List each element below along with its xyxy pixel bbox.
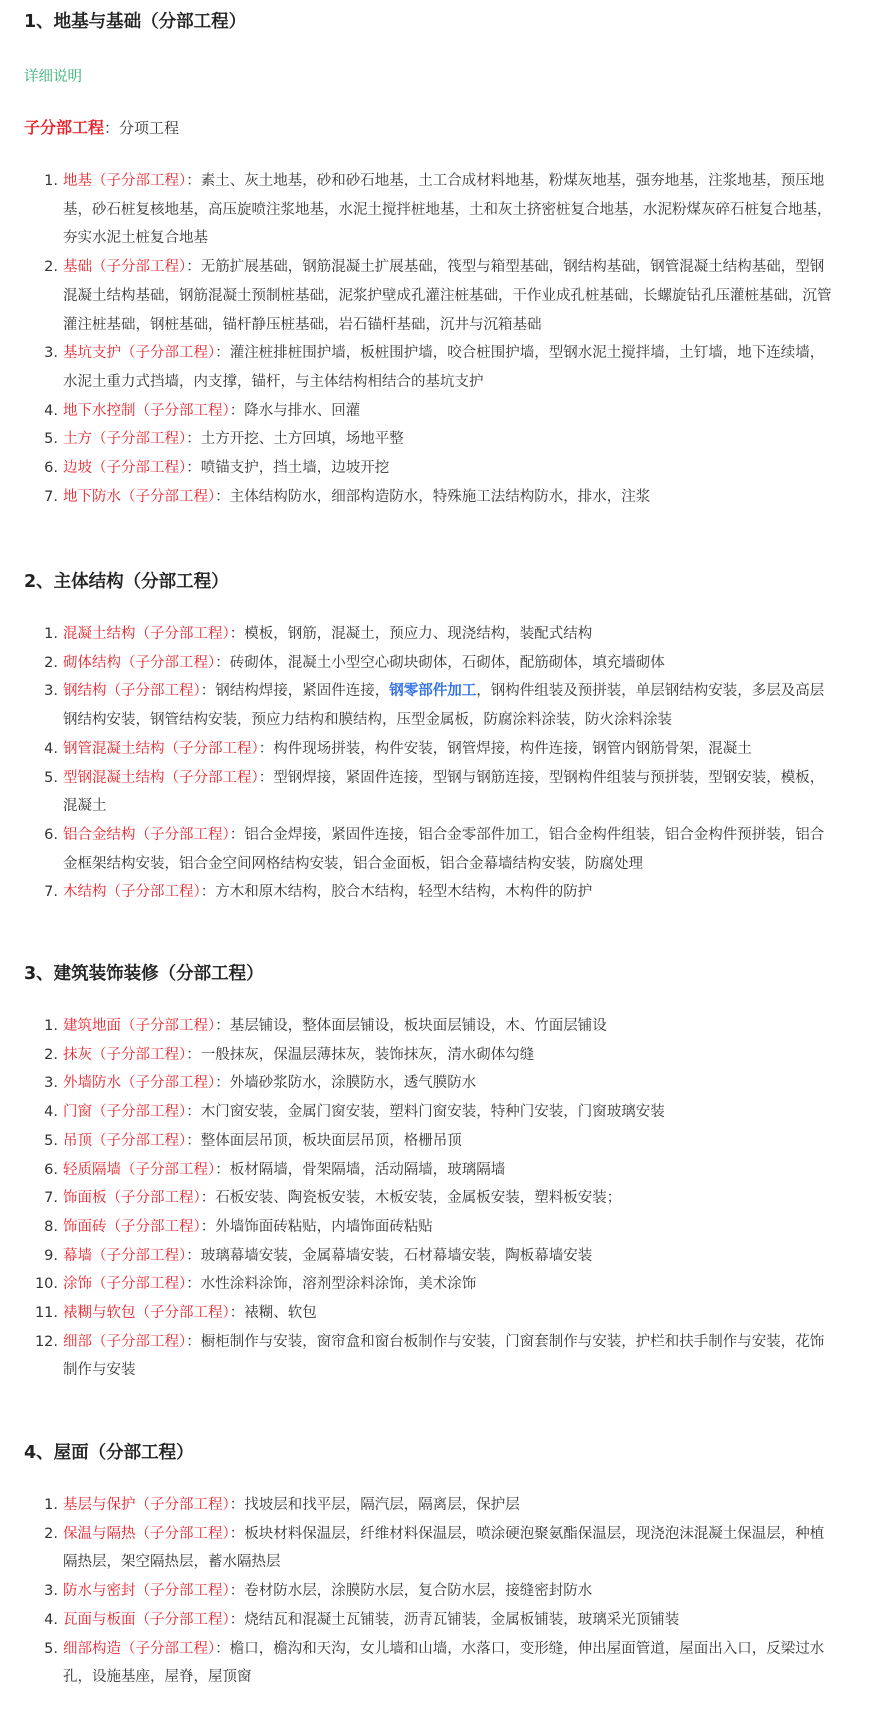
sub-division-name: 外墙防水（子分部工程）	[63, 1075, 216, 1092]
item-number: 2.	[44, 654, 58, 671]
item-sep: ：	[200, 1190, 216, 1207]
item-sep: ：	[229, 1305, 245, 1322]
item-sep: ：	[258, 769, 274, 786]
sub-items-text: 外墙饰面砖粘贴，内墙饰面砖粘贴	[215, 1218, 433, 1235]
sub-division-name: 型钢混凝土结构（子分部工程）	[63, 769, 259, 786]
list-item	[44, 1577, 834, 1606]
item-number: 10.	[34, 1276, 58, 1293]
sub-items-text: 主体结构防水，细部构造防水，特殊施工法结构防水，排水，注浆	[229, 488, 651, 505]
item-sep: ：	[229, 826, 245, 843]
sub-items-text: 无筋扩展基础，钢筋混凝土扩展基础，筏型与箱型基础，钢结构基础，钢管混凝土结构基础，型钢混凝土结构基础，钢筋混凝土预制桩基础，泥浆护壁成孔灌注桩基础，干作业成孔桩基础，长螺旋钻孔压灌桩基础，沉管灌注桩基础，钢桩基础，锚杆静压桩基础，岩石锚杆基础，沉井与沉箱基础	[63, 259, 832, 333]
sub-items-text: 水性涂料涂饰，溶剂型涂料涂饰，美术涂饰	[200, 1276, 477, 1293]
item-number: 3.	[44, 1075, 58, 1092]
sub-items-text: 型钢焊接，紧固件连接，型钢与钢筋连接，型钢构件组装与预拼装，型钢安装，模板，混凝土	[63, 769, 825, 815]
sub-division-name: 吊顶（子分部工程）	[63, 1132, 187, 1149]
item-number: 12.	[34, 1333, 58, 1350]
sub-division-name: 钢管混凝土结构（子分部工程）	[63, 740, 259, 757]
list-item	[44, 735, 834, 764]
detail-link[interactable]: 详细说明	[24, 69, 82, 85]
item-sep: ：	[215, 1075, 230, 1092]
list-item	[44, 764, 834, 821]
item-number: 6.	[44, 826, 58, 843]
item-number: 1.	[44, 173, 58, 189]
list-item	[44, 1213, 834, 1242]
list-item	[44, 1606, 834, 1635]
sub-division-name: 铝合金结构（子分部工程）	[63, 826, 230, 843]
sub-division-name: 建筑地面（子分部工程）	[63, 1018, 216, 1034]
item-sep: ：	[215, 488, 230, 505]
sub-items-text: 基层铺设，整体面层铺设，板块面层铺设，木、竹面层铺设	[229, 1018, 607, 1034]
item-sep: ：	[215, 1161, 230, 1178]
sub-division-name: 保温与隔热（子分部工程）	[63, 1525, 230, 1542]
sub-division-name: 土方（子分部工程）	[63, 431, 187, 448]
sub-items-text: 板材隔墙，骨架隔墙，活动隔墙，玻璃隔墙	[229, 1161, 506, 1178]
item-sep: ：	[215, 1640, 230, 1657]
item-number: 7.	[44, 884, 58, 901]
sub-division-name: 地下防水（子分部工程）	[63, 488, 216, 505]
sub-division-name: 细部构造（子分部工程）	[63, 1640, 216, 1657]
sub-division-name: 瓦面与板面（子分部工程）	[63, 1611, 230, 1628]
sub-division-name: 饰面砖（子分部工程）	[63, 1218, 201, 1235]
list-item	[44, 1635, 834, 1692]
item-sep: ：	[215, 654, 230, 671]
item-sep: ：	[258, 740, 274, 757]
list-item	[44, 425, 834, 454]
item-sep: ：	[200, 683, 216, 700]
item-sep: ：	[200, 1218, 216, 1235]
item-number: 11.	[34, 1305, 58, 1322]
sub-division-name: 基层与保护（子分部工程）	[63, 1497, 230, 1513]
sub-items-text: 檐口，檐沟和天沟，女儿墙和山墙，水落口，变形缝，伸出屋面管道，屋面出入口，反梁过水孔，设施基座，屋脊，屋顶窗	[63, 1640, 825, 1686]
sub-division-name: 饰面板（子分部工程）	[63, 1190, 201, 1207]
item-sep: ：	[229, 1583, 245, 1600]
sub-division-name: 抹灰（子分部工程）	[63, 1046, 187, 1063]
list-item	[44, 167, 834, 253]
sub-division-name: 砌体结构（子分部工程）	[63, 654, 216, 671]
sub-items-text: 砖砌体，混凝土小型空心砌块砌体，石砌体，配筋砌体，填充墙砌体	[229, 654, 665, 671]
section-3-list	[24, 1012, 834, 1385]
item-sep: ：	[186, 1333, 201, 1350]
legend-key: 子分部工程	[24, 118, 105, 137]
sub-division-name: 地基（子分部工程）	[63, 173, 187, 189]
item-sep: ：	[186, 1046, 201, 1063]
item-number: 2.	[44, 259, 58, 276]
item-number: 4.	[44, 740, 58, 757]
sub-division-name: 边坡（子分部工程）	[63, 460, 187, 477]
sub-division-name: 防水与密封（子分部工程）	[63, 1583, 230, 1600]
legend-sep: ：	[104, 119, 120, 137]
item-number: 1.	[44, 1497, 58, 1513]
section-2-title: 2、主体结构（分部工程）	[24, 572, 229, 592]
sub-items-text: 土方开挖、土方回填，场地平整	[200, 431, 404, 448]
item-number: 7.	[44, 1190, 58, 1207]
item-sep: ：	[186, 173, 201, 189]
item-sep: ：	[229, 1611, 245, 1628]
item-number: 6.	[44, 1161, 58, 1178]
item-number: 7.	[44, 488, 58, 505]
sub-items-text: 降水与排水、回灌	[244, 402, 361, 419]
sub-items-text: 灌注桩排桩围护墙，板桩围护墙，咬合桩围护墙，型钢水泥土搅拌墙，土钉墙，地下连续墙，水泥土重力式挡墙，内支撑，锚杆，与主体结构相结合的基坑支护	[63, 345, 825, 390]
item-sep: ：	[200, 884, 216, 901]
sub-items-text: 一般抹灰，保温层薄抹灰，装饰抹灰，清水砌体勾缝	[200, 1046, 535, 1063]
item-number: 5.	[44, 1640, 58, 1657]
list-item	[44, 397, 834, 426]
item-number: 3.	[44, 683, 58, 700]
list-item	[44, 1520, 834, 1577]
list-item	[44, 1242, 834, 1271]
sub-items-text: 卷材防水层，涂膜防水层，复合防水层，接缝密封防水	[244, 1583, 593, 1600]
list-item	[44, 1098, 834, 1127]
list-item	[44, 620, 834, 649]
sub-items-text: 板块材料保温层，纤维材料保温层，喷涂硬泡聚氨酯保温层，现浇泡沫混凝土保温层，种植隔热层，架空隔热层，蓄水隔热层	[63, 1525, 825, 1571]
item-number: 1.	[44, 1018, 58, 1034]
section-2-list	[24, 620, 834, 907]
list-item	[44, 1012, 834, 1041]
sub-division-name: 混凝土结构（子分部工程）	[63, 626, 230, 642]
steel-parts-link[interactable]: 钢零部件加工	[389, 683, 477, 700]
section-4-list	[24, 1491, 834, 1692]
section-1-list	[24, 167, 834, 511]
sub-items-text: 石板安装、陶瓷板安装，木板安装，金属板安装，塑料板安装；	[215, 1190, 622, 1207]
list-item	[44, 339, 834, 396]
item-number: 5.	[44, 769, 58, 786]
sub-division-name: 轻质隔墙（子分部工程）	[63, 1161, 216, 1178]
item-sep: ：	[186, 1104, 201, 1121]
item-sep: ：	[229, 1497, 245, 1513]
sub-items-text: 玻璃幕墙安装，金属幕墙安装，石材幕墙安装，陶板幕墙安装	[200, 1247, 593, 1264]
item-sep: ：	[186, 460, 201, 477]
item-number: 8.	[44, 1218, 58, 1235]
section-3-title: 3、建筑装饰装修（分部工程）	[24, 964, 264, 984]
item-sep: ：	[186, 431, 201, 448]
item-number: 9.	[44, 1247, 58, 1264]
sub-division-name: 基础（子分部工程）	[63, 259, 187, 276]
sub-division-name: 木结构（子分部工程）	[63, 884, 201, 901]
list-item	[44, 821, 834, 878]
legend-value: 分项工程	[119, 119, 180, 137]
sub-items-text-post: ，钢构件组装及预拼装，单层钢结构安装，多层及高层钢结构安装，钢管结构安装，预应力结构和膜结构，压型金属板，防腐涂料涂装，防火涂料涂装	[63, 683, 825, 729]
sub-division-name: 地下水控制（子分部工程）	[63, 402, 230, 419]
item-sep: ：	[186, 259, 201, 276]
sub-division-name: 幕墙（子分部工程）	[63, 1247, 187, 1264]
list-item	[34, 1328, 834, 1385]
sub-division-name: 裱糊与软包（子分部工程）	[63, 1305, 230, 1322]
item-number: 6.	[44, 460, 58, 477]
sub-items-text-pre: 钢结构焊接，紧固件连接，	[215, 683, 390, 700]
item-sep: ：	[186, 1132, 201, 1149]
item-number: 3.	[44, 345, 58, 362]
sub-items-text: 整体面层吊顶，板块面层吊顶，格栅吊顶	[200, 1132, 462, 1149]
item-sep: ：	[186, 1276, 201, 1293]
sub-items-text: 方木和原木结构，胶合木结构，轻型木结构，木构件的防护	[215, 884, 593, 901]
item-number: 5.	[44, 431, 58, 448]
sub-division-name: 基坑支护（子分部工程）	[63, 345, 216, 362]
list-item	[44, 1491, 834, 1520]
list-item	[44, 454, 834, 483]
sub-items-text: 木门窗安装，金属门窗安装，塑料门窗安装，特种门安装，门窗玻璃安装	[200, 1104, 665, 1121]
item-sep: ：	[215, 345, 230, 362]
list-item	[44, 1184, 834, 1213]
list-item	[44, 677, 834, 734]
sub-items-text: 裱糊、软包	[244, 1305, 317, 1322]
sub-items-text: 铝合金焊接，紧固件连接，铝合金零部件加工，铝合金构件组装，铝合金构件预拼装，铝合金框架结构安装，铝合金空间网格结构安装，铝合金面板，铝合金幕墙结构安装，防腐处理	[63, 826, 825, 872]
sub-items-text: 橱柜制作与安装，窗帘盒和窗台板制作与安装，门窗套制作与安装，护栏和扶手制作与安装，花饰制作与安装	[63, 1333, 825, 1379]
item-number: 5.	[44, 1132, 58, 1149]
item-number: 4.	[44, 1104, 58, 1121]
list-item	[44, 649, 834, 678]
sub-items-text: 喷锚支护，挡土墙，边坡开挖	[200, 460, 390, 477]
list-item	[44, 1156, 834, 1185]
list-item	[44, 253, 834, 339]
list-item	[44, 1127, 834, 1156]
section-4-title: 4、屋面（分部工程）	[24, 1443, 194, 1463]
item-sep: ：	[186, 1247, 201, 1264]
list-item	[44, 1069, 834, 1098]
list-item	[44, 1041, 834, 1070]
item-sep: ：	[215, 1018, 230, 1034]
legend	[24, 118, 179, 138]
sub-division-name: 涂饰（子分部工程）	[63, 1276, 187, 1293]
item-sep: ：	[229, 402, 245, 419]
list-item	[44, 483, 834, 512]
item-number: 3.	[44, 1583, 58, 1600]
sub-items-text: 找坡层和找平层，隔汽层，隔离层，保护层	[244, 1497, 520, 1513]
sub-division-name: 门窗（子分部工程）	[63, 1104, 187, 1121]
list-item	[44, 878, 834, 907]
section-1-title: 1、地基与基础（分部工程）	[24, 12, 247, 32]
item-number: 1.	[44, 626, 58, 642]
item-number: 4.	[44, 402, 58, 419]
sub-items-text: 构件现场拼装，构件安装，钢管焊接，构件连接，钢管内钢筋骨架，混凝土	[273, 740, 752, 757]
item-number: 2.	[44, 1525, 58, 1542]
sub-items-text: 素土、灰土地基，砂和砂石地基，土工合成材料地基，粉煤灰地基，强夯地基，注浆地基，预压地基，砂石桩复核地基，高压旋喷注浆地基，水泥土搅拌桩地基，土和灰土挤密桩复合地基，水泥粉煤灰碎石桩复合地基，夯实水泥土桩复合地基	[63, 173, 832, 247]
sub-items-text: 模板，钢筋，混凝土，预应力、现浇结构，装配式结构	[244, 626, 593, 642]
sub-items-text: 外墙砂浆防水，涂膜防水，透气膜防水	[229, 1075, 477, 1092]
item-number: 4.	[44, 1611, 58, 1628]
list-item	[34, 1270, 834, 1299]
list-item	[34, 1299, 834, 1328]
item-sep: ：	[229, 626, 245, 642]
sub-items-text: 烧结瓦和混凝土瓦铺装，沥青瓦铺装，金属板铺装，玻璃采光顶铺装	[244, 1611, 680, 1628]
item-number: 2.	[44, 1046, 58, 1063]
item-sep: ：	[229, 1525, 245, 1542]
sub-division-name: 钢结构（子分部工程）	[63, 683, 201, 700]
sub-division-name: 细部（子分部工程）	[63, 1333, 187, 1350]
